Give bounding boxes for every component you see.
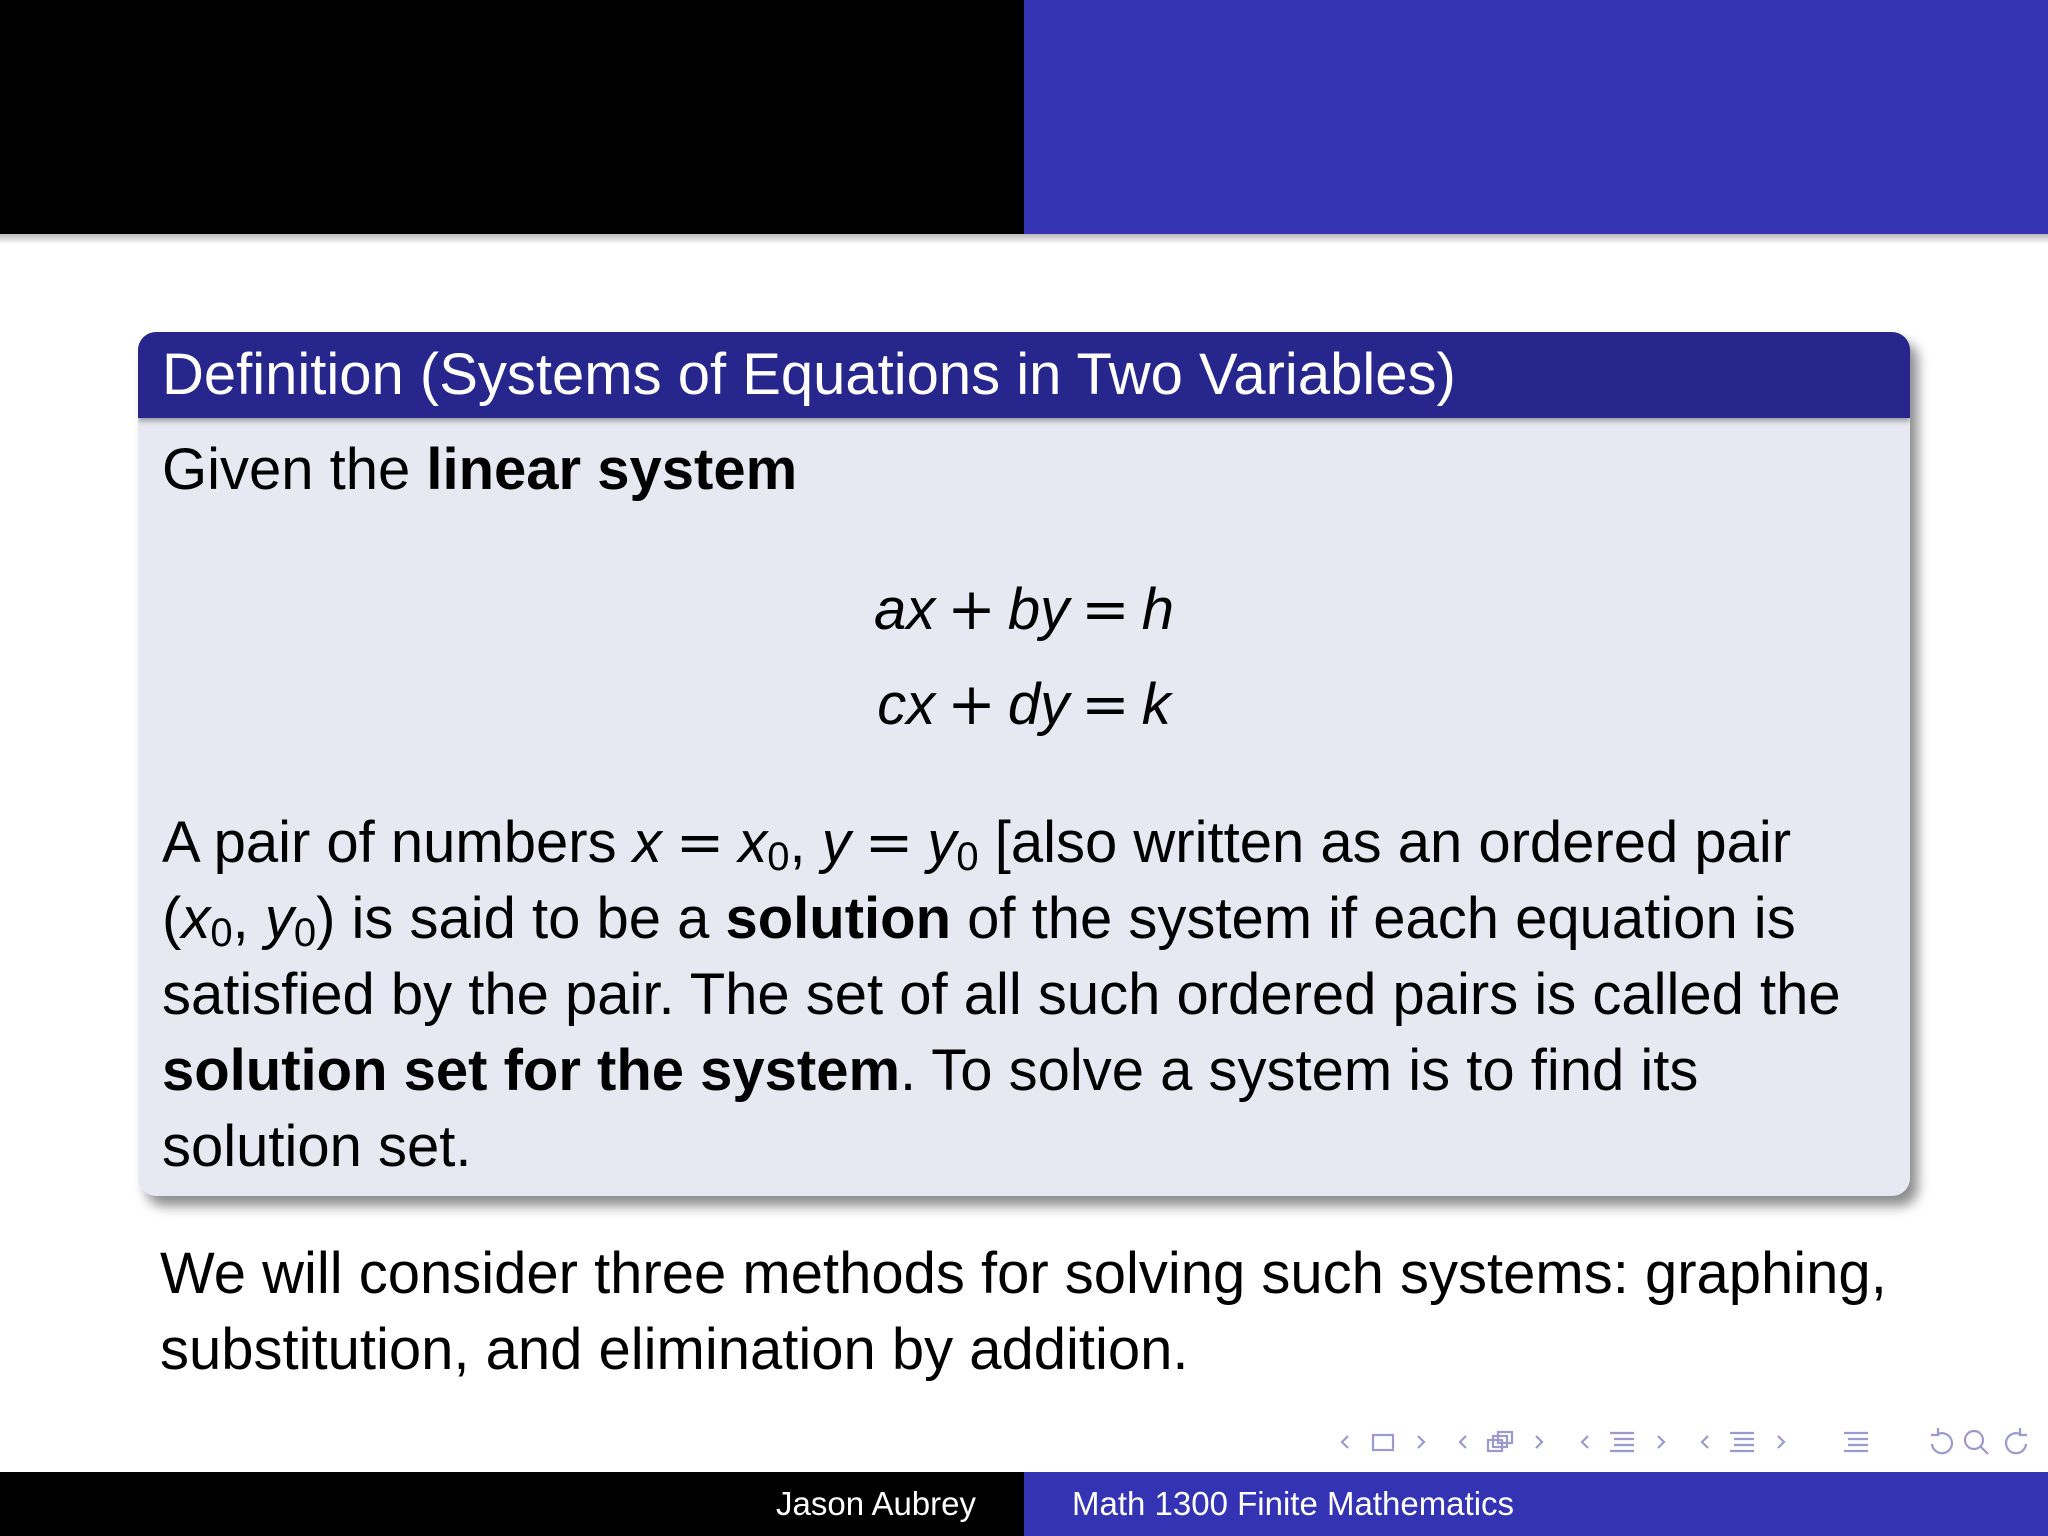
header-left-panel: [0, 0, 1024, 234]
para-text-3: ) is said to be a: [316, 886, 726, 951]
closing-text: We will consider three methods for solving such systems: graphing, substitution, and elimination by addition.: [160, 1241, 1887, 1382]
definition-block: [138, 332, 1910, 1196]
definition-intro: [162, 432, 1886, 508]
nav-appendix-group: [1838, 1424, 1874, 1460]
para-text-2: [also written as an ordered pair (: [162, 810, 1792, 951]
eq2-rhs: k: [1141, 672, 1171, 737]
para-var-y0: y: [927, 810, 957, 875]
nav-search-icon[interactable]: [1965, 1431, 1988, 1454]
nav-subsection-back-icon[interactable]: [1460, 1436, 1466, 1448]
intro-text: Given the: [162, 437, 427, 502]
para-var-y: y: [821, 810, 851, 875]
nav-frame-icon[interactable]: [1373, 1435, 1393, 1450]
nav-subsection-group: [1452, 1424, 1552, 1460]
footer-left-panel: [0, 1472, 1024, 1536]
nav-frame-back-icon[interactable]: [1342, 1436, 1348, 1448]
para-sub-x0: 0: [767, 835, 790, 879]
footer-course-title: Math 1300 Finite Mathematics: [1072, 1485, 1515, 1522]
term-solution-set: solution set for the system: [162, 1038, 901, 1103]
eq1-term-a: ax: [873, 577, 936, 642]
nav-doc-back-icon[interactable]: [1702, 1436, 1708, 1448]
pair-separator: ,: [232, 886, 265, 951]
nav-section-group: [1572, 1424, 1672, 1460]
equation-2: [162, 657, 1886, 752]
para-equals-2: =: [864, 808, 914, 876]
nav-doc-group: [1692, 1424, 1792, 1460]
footer-right-panel: [1024, 1472, 2048, 1536]
definition-paragraph: [162, 804, 1886, 1185]
nav-frame-forward-icon[interactable]: [1418, 1436, 1424, 1448]
eq1-rhs: h: [1141, 577, 1174, 642]
equation-1: [162, 562, 1886, 657]
intro-bold-term: linear system: [426, 437, 798, 502]
header-shadow: [0, 234, 2048, 244]
nav-search-group: [1924, 1424, 2034, 1460]
para-equals-1: =: [675, 808, 725, 876]
header-right-panel: [1024, 0, 2048, 234]
eq1-equals: =: [1081, 575, 1130, 643]
footer-author: Jason Aubrey: [776, 1485, 976, 1522]
nav-section-forward-icon[interactable]: [1658, 1436, 1664, 1448]
eq2-equals: =: [1081, 670, 1130, 738]
nav-redo-icon[interactable]: [2006, 1428, 2027, 1453]
para-var-x0: x: [738, 810, 768, 875]
nav-subsection-forward-icon[interactable]: [1536, 1436, 1542, 1448]
pair-var-x: x: [181, 886, 211, 951]
pair-sub-x: 0: [210, 911, 233, 955]
nav-section-back-icon[interactable]: [1582, 1436, 1588, 1448]
term-solution: solution: [725, 886, 952, 951]
para-text-1: A pair of numbers: [162, 810, 633, 875]
eq2-term-b: dy: [1007, 672, 1070, 737]
pair-sub-y: 0: [293, 911, 317, 955]
nav-section-icon[interactable]: [1610, 1433, 1634, 1451]
nav-subsection-icon[interactable]: [1488, 1432, 1512, 1451]
eq2-term-a: cx: [877, 672, 936, 737]
nav-frame-group: [1332, 1424, 1432, 1460]
eq1-plus: +: [947, 575, 996, 643]
pair-var-y: y: [264, 886, 294, 951]
para-sub-y0: 0: [956, 835, 979, 879]
nav-doc-forward-icon[interactable]: [1778, 1436, 1784, 1448]
nav-undo-icon[interactable]: [1931, 1428, 1952, 1453]
nav-doc-icon[interactable]: [1730, 1433, 1754, 1451]
para-text-4: of the system if each equation is satisfied by the pair. The set of all such ordered pairs is called the: [162, 886, 1841, 1027]
eq2-plus: +: [947, 670, 996, 738]
nav-appendix-icon[interactable]: [1844, 1433, 1868, 1451]
equation-system: [162, 562, 1886, 752]
para-comma: ,: [789, 810, 822, 875]
para-text-5: . To solve a system is to find its solution set.: [162, 1038, 1699, 1179]
eq1-term-b: by: [1007, 577, 1070, 642]
definition-title: Definition (Systems of Equations in Two Variables): [138, 332, 1910, 418]
header-bar: [0, 0, 2048, 234]
para-var-x: x: [632, 810, 662, 875]
definition-body: [138, 432, 1910, 1185]
